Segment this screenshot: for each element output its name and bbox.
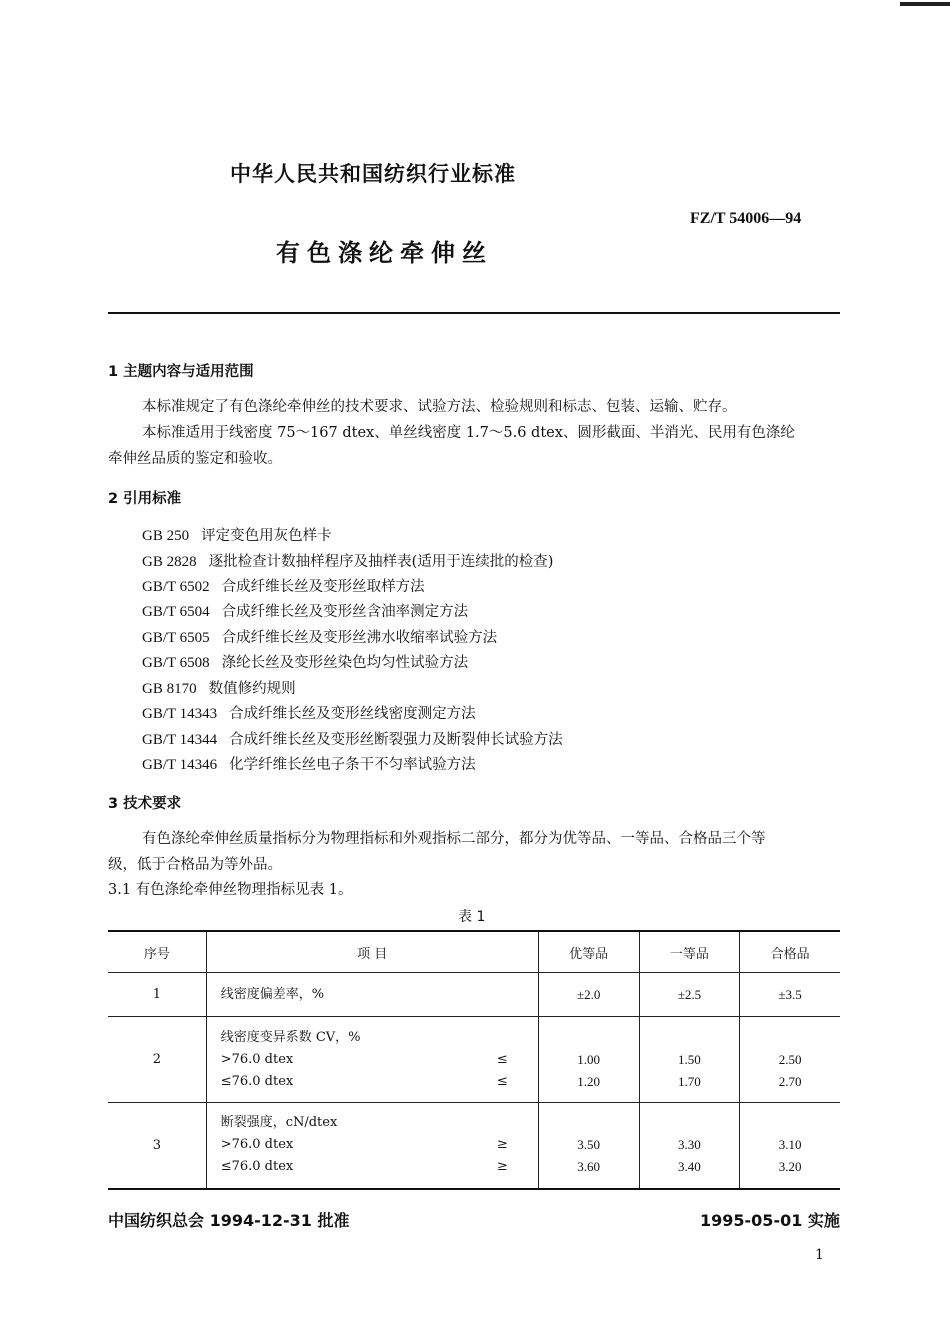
row-value: 1.50: [678, 1051, 701, 1067]
row-number: 3: [108, 1103, 206, 1189]
table-row: [108, 973, 840, 1017]
row-value: 1.70: [678, 1073, 701, 1089]
standard-code: FZ/T 54006—94: [690, 210, 802, 227]
page-number: 1: [815, 1247, 824, 1263]
reference-item: GB 2828 逐批检查计数抽样程序及抽样表(适用于连续批的检查): [142, 554, 554, 570]
header-no: 序号: [108, 931, 206, 973]
implementation-date: 1995-05-01 实施: [700, 1211, 840, 1230]
row-value: 2.50: [778, 1051, 802, 1067]
row-value: 1.20: [577, 1073, 601, 1089]
reference-item: GB/T 14346 化学纤维长丝电子条干不匀率试验方法: [142, 757, 476, 773]
row-value: 3.10: [778, 1137, 802, 1153]
sub-item-label: >76.0 dtex: [220, 1051, 294, 1067]
header-item: 项 目: [206, 931, 538, 973]
table-row: [108, 1103, 840, 1189]
row-value: 3.60: [577, 1159, 601, 1175]
row-value: 3.50: [577, 1137, 601, 1153]
comparison-symbol: ≤: [496, 1073, 508, 1089]
physical-index-table: [108, 930, 840, 1190]
table-row: [108, 1017, 840, 1103]
reference-item: GB/T 6505 合成纤维长丝及变形丝沸水收缩率试验方法: [142, 630, 498, 646]
sub-item-label: ≤76.0 dtex: [220, 1159, 294, 1175]
table-caption: 表 1: [458, 909, 486, 925]
row-value: 3.20: [778, 1159, 802, 1175]
reference-item: GB 8170 数值修约规则: [142, 681, 296, 697]
comparison-symbol: ≥: [496, 1159, 508, 1175]
row-value: 1.00: [577, 1051, 601, 1067]
row-value: 3.30: [678, 1137, 701, 1153]
standard-title: 中华人民共和国纺织行业标准: [230, 162, 516, 186]
header-first-grade: 一等品: [639, 931, 740, 973]
top-edge-mark: [900, 2, 950, 6]
document-title: 有色涤纶牵伸丝: [276, 239, 493, 267]
row-number: 1: [108, 973, 206, 1017]
header-superior: 优等品: [538, 931, 639, 973]
section-2-heading: 2 引用标准: [108, 491, 182, 507]
section-3-heading: 3 技术要求: [108, 796, 182, 812]
row-value: 3.40: [678, 1159, 701, 1175]
section-1-paragraph-1: 本标准规定了有色涤纶牵伸丝的技术要求、试验方法、检验规则和标志、包装、运输、贮存。: [142, 399, 737, 415]
section-3-paragraph-1: 有色涤纶牵伸丝质量指标分为物理指标和外观指标二部分，都分为优等品、一等品、合格品三个等: [142, 831, 766, 847]
row-item-label: 线密度变异系数 CV，%: [220, 1029, 361, 1045]
section-1-paragraph-2: 本标准适用于线密度 75～167 dtex、单丝线密度 1.7～5.6 dtex、圆形截面、半消光、民用有色涤纶: [142, 425, 795, 441]
reference-item: GB/T 14343 合成纤维长丝及变形丝线密度测定方法: [142, 706, 476, 722]
section-3-1-text: 3.1 有色涤纶牵伸丝物理指标见表 1。: [108, 882, 353, 898]
row-value: ±2.0: [538, 973, 639, 1017]
reference-item: GB/T 14344 合成纤维长丝及变形丝断裂强力及断裂伸长试验方法: [142, 732, 563, 748]
table-header-row: [108, 931, 840, 973]
title-divider: [108, 312, 840, 314]
row-value: 2.70: [778, 1073, 802, 1089]
section-1-paragraph-2-cont: 牵伸丝品质的鉴定和验收。: [108, 451, 282, 467]
reference-item: GB/T 6508 涤纶长丝及变形丝染色均匀性试验方法: [142, 655, 469, 671]
reference-item: GB/T 6502 合成纤维长丝及变形丝取样方法: [142, 579, 425, 595]
sub-item-label: ≤76.0 dtex: [220, 1073, 294, 1089]
comparison-symbol: ≥: [496, 1137, 508, 1153]
row-value: ±2.5: [639, 973, 740, 1017]
section-3-paragraph-1-cont: 级，低于合格品为等外品。: [108, 857, 282, 873]
approval-note: 中国纺织总会 1994-12-31 批准: [108, 1211, 350, 1230]
row-number: 2: [108, 1017, 206, 1103]
sub-item-label: >76.0 dtex: [220, 1137, 294, 1153]
row-value: ±3.5: [740, 973, 840, 1017]
row-item-label: 线密度偏差率，%: [220, 986, 325, 1002]
reference-item: GB/T 6504 合成纤维长丝及变形丝含油率测定方法: [142, 604, 469, 620]
reference-item: GB 250 评定变色用灰色样卡: [142, 528, 332, 544]
comparison-symbol: ≤: [496, 1051, 508, 1067]
row-item-label: 断裂强度，cN/dtex: [220, 1115, 338, 1131]
header-qualified: 合格品: [740, 931, 840, 973]
section-1-heading: 1 主题内容与适用范围: [108, 364, 254, 380]
